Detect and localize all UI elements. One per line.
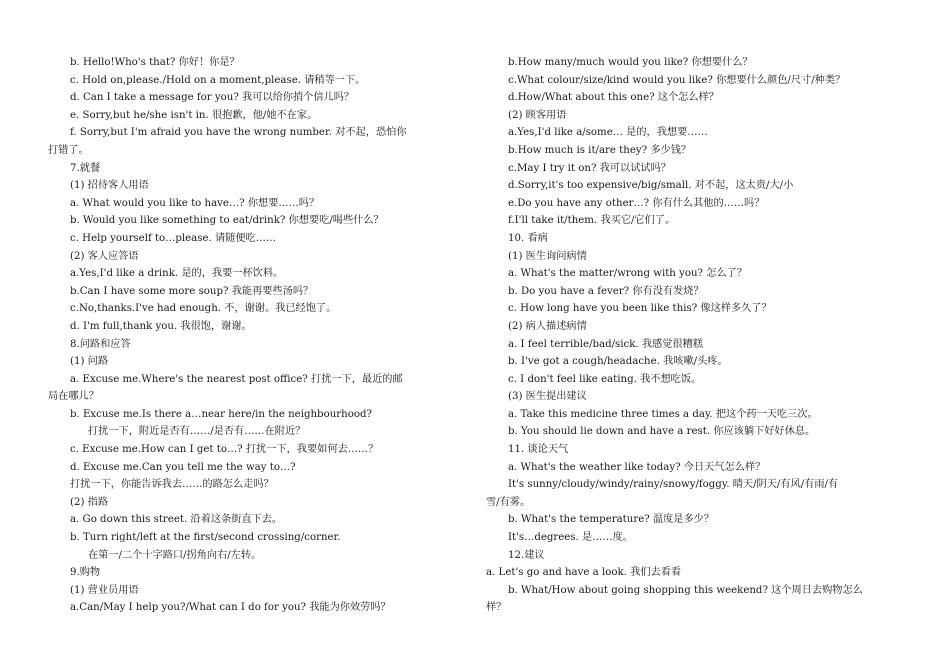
text-line: (1) 营业员用语 [70, 584, 139, 596]
text-line: c.May I try it on? 我可以试试吗？ [508, 162, 671, 174]
text-line: (3) 医生提出建议 [508, 391, 587, 403]
text-line: (2) 客人应答语 [70, 250, 139, 262]
text-line: b.Can I have some more soup? 我能再要些汤吗？ [70, 285, 314, 297]
text-line: c. How long have you been like this? 像这样多久了？ [508, 303, 772, 315]
text-line: 雪/有雾。 [486, 496, 531, 508]
text-line: It's…degrees. 是……度。 [508, 532, 633, 544]
text-line: c. Excuse me.How can I get to…? 打扰一下，我要如何去……？ [70, 444, 379, 456]
text-line: 局在哪儿？ [48, 391, 99, 403]
text-line: d.How/What about this one? 这个怎么样？ [508, 92, 719, 104]
text-line: a. What would you like to have…? 你想要……吗？ [70, 197, 320, 209]
text-line: 打错了。 [48, 144, 89, 156]
text-line: b. What/How about going shopping this weekend? 这个周日去购物怎么 [508, 584, 863, 596]
text-line: a. Excuse me.Where's the nearest post office? 打扰一下，最近的邮 [70, 373, 403, 385]
text-line: e.Do you have any other…? 你有什么其他的……吗？ [508, 197, 765, 209]
text-line: 9.购物 [70, 567, 101, 579]
text-line: (2) 病人描述病情 [508, 320, 587, 332]
text-line: 打扰一下，附近是否有……/是否有……在附近？ [88, 426, 306, 438]
left-column [48, 54, 458, 617]
text-line: b. What's the temperature? 温度是多少？ [508, 514, 715, 526]
text-line: f.I'll take it/them. 我买它/它们了。 [508, 215, 676, 227]
text-line: d. Excuse me.Can you tell me the way to…? [70, 461, 296, 473]
text-line: b. Hello!Who's that? 你好！你是？ [70, 57, 240, 68]
text-line: It's sunny/cloudy/windy/rainy/snowy/foggy. 晴天/阴天/有风/有雨/有 [508, 479, 839, 491]
text-line: f. Sorry,but I'm afraid you have the wrong number. 对不起，恐怕你 [70, 127, 407, 139]
text-line: (1) 医生询问病情 [508, 250, 587, 262]
text-line: b. Do you have a fever? 你有没有发烧？ [508, 285, 704, 297]
text-line: 样？ [486, 602, 507, 614]
text-line: a. Let's go and have a look. 我们去看看 [486, 567, 682, 579]
text-line: b. Would you like something to eat/drink? 你想要吃/喝些什么？ [70, 215, 384, 227]
text-line: b. I've got a cough/headache. 我咳嗽/头疼。 [508, 356, 728, 368]
text-line: c. I don't feel like eating. 我不想吃饭。 [508, 373, 702, 385]
text-line: b. Excuse me.Is there a…near here/in the neighbourhood? [70, 408, 372, 420]
text-line: c. Hold on,please./Hold on a moment,please. 请稍等一下。 [70, 74, 366, 86]
text-line: 7.就餐 [70, 162, 101, 174]
text-line: 在第一/二个十字路口/拐角向右/左转。 [88, 549, 262, 561]
text-line: b. You should lie down and have a rest. 你应该躺下好好休息。 [508, 426, 816, 438]
right-column [486, 54, 911, 617]
text-line: d. I'm full,thank you. 我很饱，谢谢。 [70, 320, 252, 332]
text-line: 12.建议 [508, 549, 545, 561]
text-line: e. Sorry,but he/she isn't in. 很抱歉，他/她不在家。 [70, 109, 318, 121]
text-line: (1) 问路 [70, 356, 109, 368]
text-line: d.Sorry,it's too expensive/big/small. 对不起，这太贵/大/小 [508, 180, 794, 192]
text-line: a.Yes,I'd like a/some… 是的，我想要…… [508, 127, 708, 139]
text-line: 11. 谈论天气 [508, 444, 569, 456]
text-line: c.No,thanks.I've had enough. 不，谢谢。我已经饱了。 [70, 303, 337, 315]
text-line: (2) 顾客用语 [508, 109, 567, 121]
text-line: d. Can I take a message for you? 我可以给你捎个信儿吗？ [70, 92, 355, 104]
text-line: b.How much is it/are they? 多少钱？ [508, 144, 692, 156]
text-line: (1) 招待客人用语 [70, 180, 149, 192]
text-line: a. What's the weather like today? 今日天气怎么样？ [508, 461, 766, 473]
text-line: 打扰一下，你能告诉我去……的路怎么走吗？ [70, 479, 274, 491]
text-line: b. Turn right/left at the first/second crossing/corner. [70, 532, 341, 544]
text-line: a. Take this medicine three times a day. 把这个药一天吃三次。 [508, 408, 818, 420]
text-line: a. What's the matter/wrong with you? 怎么了？ [508, 268, 748, 280]
text-line: (2) 指路 [70, 496, 109, 508]
text-line: b.How many/much would you like? 你想要什么？ [508, 57, 753, 68]
text-line: c.What colour/size/kind would you like? 你想要什么颜色/尺寸/种类？ [508, 74, 846, 86]
text-line: 8.问路和应答 [70, 338, 131, 350]
text-line: a. I feel terrible/bad/sick. 我感觉很糟糕 [508, 338, 704, 350]
text-line: 10. 看病 [508, 232, 548, 244]
text-line: a.Can/May I help you?/What can I do for you? 我能为你效劳吗？ [70, 602, 391, 614]
text-line: a.Yes,I'd like a drink. 是的，我要一杯饮料。 [70, 268, 284, 280]
text-line: c. Help yourself to…please. 请随便吃…… [70, 232, 277, 244]
text-line: a. Go down this street. 沿着这条街直下去。 [70, 514, 283, 526]
